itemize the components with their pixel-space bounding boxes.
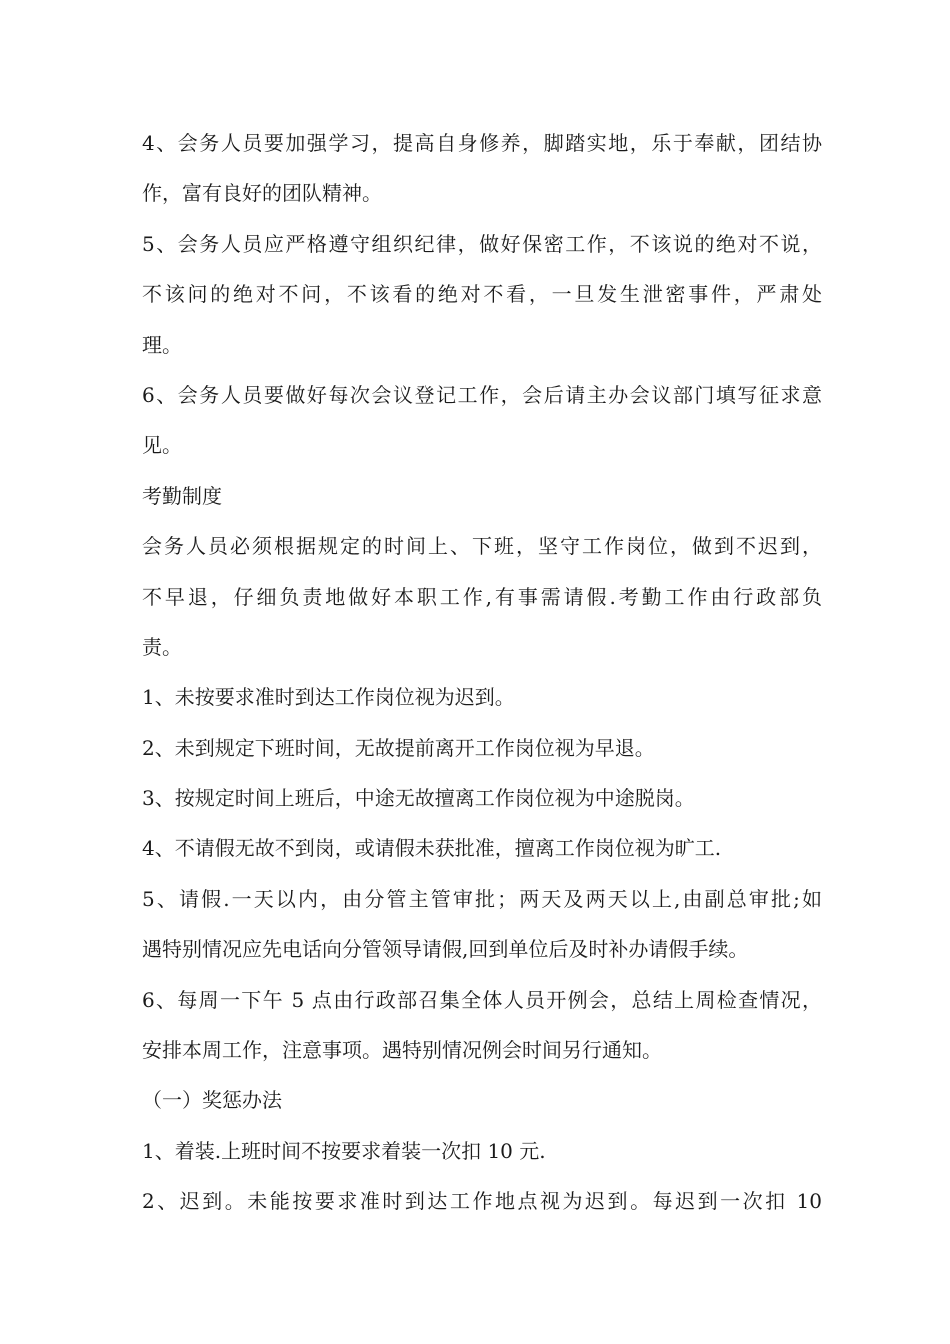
text-line: 责。 [142, 634, 182, 659]
text-line: 安排本周工作，注意事项。遇特别情况例会时间另行通知。 [142, 1038, 662, 1063]
text-line: 5、会务人员应严格遵守组织纪律，做好保密工作，不该说的绝对不说， [142, 231, 822, 256]
text-line: （一）奖惩办法 [142, 1088, 282, 1113]
text-line: 1、未按要求准时到达工作岗位视为迟到。 [142, 685, 515, 710]
text-line: 作，富有良好的团队精神。 [142, 181, 382, 206]
text-line: 5、请假.一天以内，由分管主管审批；两天及两天以上,由副总审批;如 [142, 886, 822, 911]
text-line: 理。 [142, 332, 182, 357]
text-line: 3、按规定时间上班后，中途无故擅离工作岗位视为中途脱岗。 [142, 786, 695, 811]
text-line: 不该问的绝对不问，不该看的绝对不看，一旦发生泄密事件，严肃处 [142, 282, 822, 307]
text-line: 2、迟到。未能按要求准时到达工作地点视为迟到。每迟到一次扣 10 [142, 1189, 822, 1214]
text-line: 考勤制度 [142, 483, 222, 508]
text-line: 2、未到规定下班时间，无故提前离开工作岗位视为早退。 [142, 735, 655, 760]
text-line: 见。 [142, 433, 182, 458]
text-line: 遇特别情况应先电话向分管领导请假,回到单位后及时补办请假手续。 [142, 937, 749, 962]
text-line: 不早退，仔细负责地做好本职工作,有事需请假.考勤工作由行政部负 [142, 584, 822, 609]
text-line: 1、着装.上班时间不按要求着装一次扣 10 元. [142, 1138, 546, 1163]
document-body [142, 118, 822, 1227]
text-line: 4、不请假无故不到岗，或请假未获批准，擅离工作岗位视为旷工. [142, 836, 722, 861]
text-line: 4、会务人员要加强学习，提高自身修养，脚踏实地，乐于奉献，团结协 [142, 131, 822, 155]
text-line: 6、每周一下午 5 点由行政部召集全体人员开例会，总结上周检查情况， [142, 987, 822, 1012]
text-line: 6、会务人员要做好每次会议登记工作，会后请主办会议部门填写征求意 [142, 382, 822, 407]
text-line: 会务人员必须根据规定的时间上、下班，坚守工作岗位，做到不迟到， [142, 534, 822, 559]
